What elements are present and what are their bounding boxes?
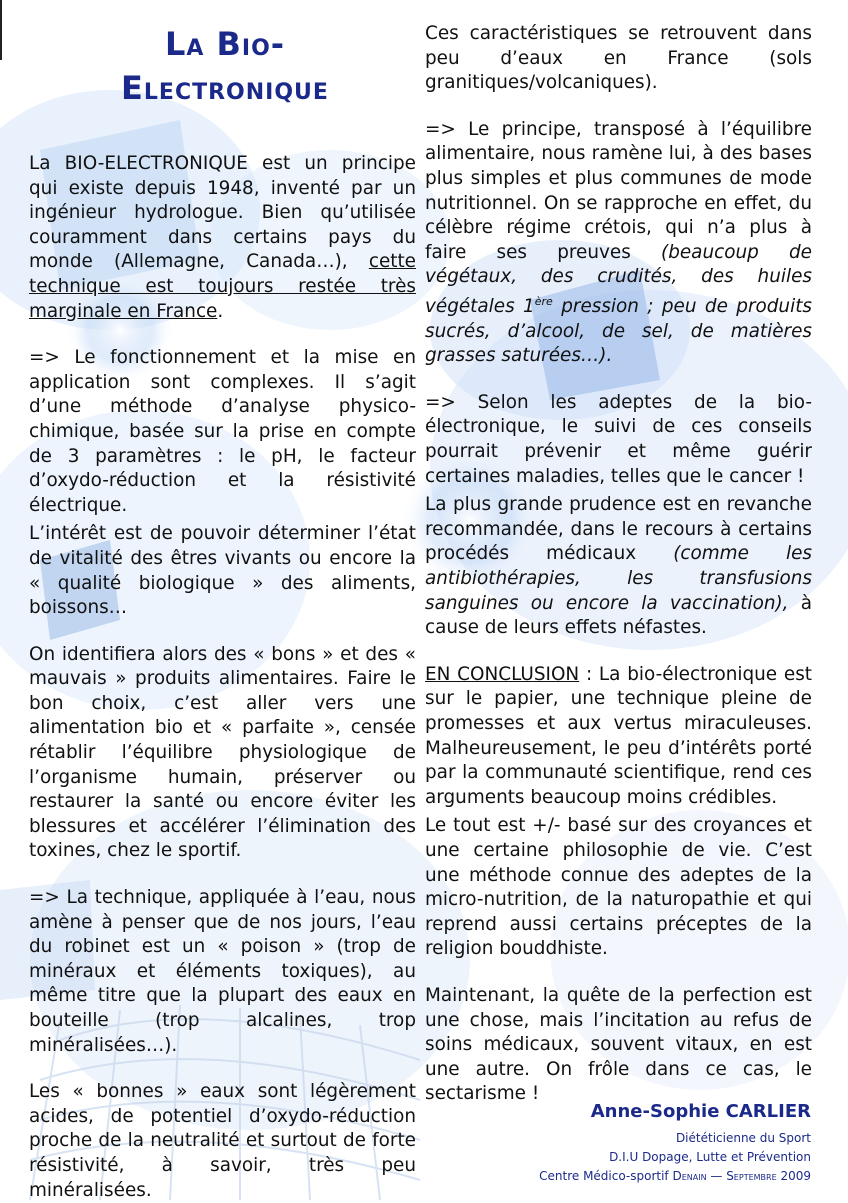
intro-paragraph: La BIO-ELECTRONIQUE est un principe qui existe depuis 1948, inventé par un ingénieur hydrologue. Bien qu’utilisée couramment dans certains pays du monde (Allemagne, Canada…), cette technique est toujours restée très marginale en France. <box>29 153 416 322</box>
beliefs-paragraph: Le tout est +/- basé sur des croyances et une certaine philosophie de vie. C’est une méthode connue des adeptes de la micro-nutrition, de la naturopathie et qui reprend aussi certains préceptes de la religion bouddhiste. <box>425 815 812 960</box>
marginal-note: cette technique est toujours restée très marginale en France <box>29 251 416 322</box>
caution-paragraph: La plus grande prudence est en revanche recommandée, dans le recours à certains procédés médicaux (comme les antibiothérapies, les transfusions sanguines ou encore la vaccination), à cause de leurs effets néfastes. <box>425 494 812 639</box>
title-line-2: Electronique <box>121 69 329 107</box>
principle-paragraph: => Le principe, transposé à l’équilibre alimentaire, nous ramène lui, à des bases plus simples et plus communes de mode nutritionnel. On se rapproche en effet, du célèbre régime crétois, qui n’a plus à faire ses preuves (beaucoup de végétaux, des crudités, des huiles végétales 1ère pression ; peu de produits sucrés, d’alcool, de sel, de matières grasses saturées…). <box>425 118 812 367</box>
adepts-paragraph: => Selon les adeptes de la bio-électronique, le suivi de ces conseils pourrait prévenir et même guérir certaines maladies, telles que le cancer ! <box>425 391 812 487</box>
conclusion-paragraph: EN CONCLUSION : La bio-électronique est sur le papier, une technique pleine de promesses et aux vertus miraculeuses. Malheureusement, le peu d’intérêts porté par la communauté scientifique, rend ces arguments beaucoup moins crédibles. <box>425 663 812 808</box>
method-paragraph: => Le fonctionnement et la mise en application sont complexes. Il s’agit d’une méthode d’analyse physico-chimique, basée sur la prise en compte de 3 paramètres : le pH, le facteur d’oxydo-réduction et la résistivité électrique. <box>29 347 416 516</box>
page-title <box>30 22 420 110</box>
water-paragraph: => La technique, appliquée à l’eau, nous amène à penser que de nos jours, l’eau du robinet est un « poison » (trop de minéraux et éléments toxiques), au même titre que la plupart des eaux en bouteille (trop alcalines, trop minéralisées…). <box>29 887 416 1056</box>
right-column <box>425 22 812 1107</box>
good-water-paragraph: Les « bonnes » eaux sont légèrement acides, de potentiel d’oxydo-réduction proche de la neutralité et surtout de forte résistivité, à savoir, très peu minéralisées. <box>29 1081 416 1201</box>
author-name: Anne-Sophie CARLIER <box>590 1101 811 1122</box>
author-affiliation: Centre Médico-sportif Denain — Septembre 2009 <box>539 1169 811 1183</box>
author-title: Diététicienne du Sport <box>675 1131 811 1145</box>
interest-paragraph: L’intérêt est de pouvoir déterminer l’état de vitalité des êtres vivants ou encore la « qualité biologique » des aliments, boissons… <box>29 523 416 619</box>
final-paragraph: Maintenant, la quête de la perfection est une chose, mais l’incitation au refus de soins médicaux, souvent vitaux, en est une autre. On frôle dans ce cas, le sectarisme ! <box>425 984 812 1105</box>
author-diploma: D.I.U Dopage, Lutte et Prévention <box>609 1150 811 1164</box>
left-column <box>29 152 416 1203</box>
conclusion-label: EN CONCLUSION <box>425 663 580 685</box>
title-line-1: La Bio- <box>164 25 286 63</box>
characteristics-paragraph: Ces caractéristiques se retrouvent dans peu d’eaux en France (sols granitiques/volcaniques). <box>425 23 812 94</box>
edge-line <box>0 0 2 60</box>
foods-paragraph: On identifiera alors des « bons » et des « mauvais » produits alimentaires. Faire le bon choix, c’est aller vers une alimentation bio et « parfaite », censée rétablir l’équilibre physiologique de l’organisme humain, préserver ou restaurer la santé ou encore éviter les blessures et accélérer l’élimination des toxines, chez le sportif. <box>29 643 416 862</box>
